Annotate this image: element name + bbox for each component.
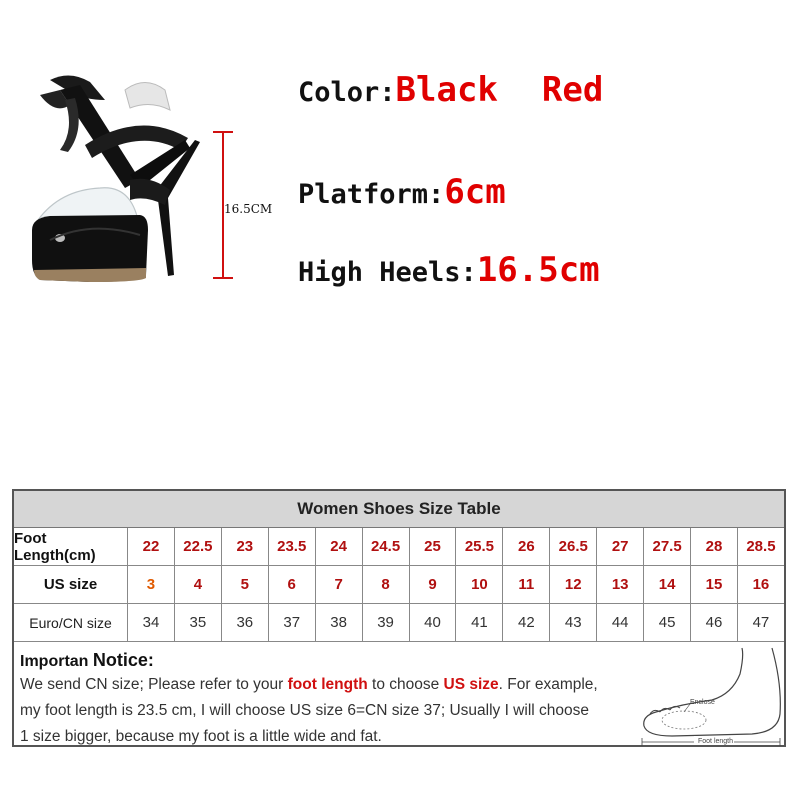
euro-cn-size-header: Euro/CN size: [14, 604, 128, 641]
platform-value: 6cm: [444, 172, 506, 212]
table-cell: 37: [269, 604, 316, 641]
table-cell: 28: [691, 528, 738, 565]
table-cell: 23.5: [269, 528, 316, 565]
table-cell: 24.5: [363, 528, 410, 565]
table-cell: 38: [316, 604, 363, 641]
table-cell: 26: [503, 528, 550, 565]
table-cell: 11: [503, 566, 550, 603]
table-cell: 43: [550, 604, 597, 641]
table-cell: 12: [550, 566, 597, 603]
table-cell: 26.5: [550, 528, 597, 565]
table-cell: 13: [597, 566, 644, 603]
notice-text: to choose: [367, 676, 444, 693]
table-cell: 46: [691, 604, 738, 641]
shoe-product-image: [30, 70, 205, 290]
notice-title: [20, 650, 154, 671]
color-value-red: Red: [541, 70, 604, 110]
table-cell: 4: [175, 566, 222, 603]
notice-text: . For example,: [498, 676, 598, 693]
table-cell: 45: [644, 604, 691, 641]
table-cell: 25.5: [456, 528, 503, 565]
us-size-header: US size: [14, 566, 128, 603]
notice-us-size: US size: [443, 676, 499, 693]
table-cell: 23: [222, 528, 269, 565]
table-cell: 22.5: [175, 528, 222, 565]
table-cell: 5: [222, 566, 269, 603]
table-cell: 7: [316, 566, 363, 603]
notice-title-b: Notice:: [92, 650, 154, 670]
diagram-foot-length-label: Foot length: [698, 738, 734, 745]
table-cell: 42: [503, 604, 550, 641]
notice-foot-length: foot length: [287, 676, 368, 693]
table-cell: 25: [410, 528, 457, 565]
heel-label: High Heels:: [298, 257, 477, 288]
color-spec: [298, 70, 603, 110]
foot-length-header: Foot Length(cm): [14, 528, 128, 565]
table-cell: 44: [597, 604, 644, 641]
table-cell: 16: [752, 576, 770, 593]
size-table: [12, 489, 786, 747]
table-cell: 27: [597, 528, 644, 565]
notice-line-3: 1 size bigger, because my foot is a little wide and fat.: [20, 728, 382, 745]
color-label: Color:: [298, 77, 396, 108]
table-cell: 10: [456, 566, 503, 603]
table-cell: 8: [363, 566, 410, 603]
notice-section: [14, 642, 784, 750]
table-cell: 14: [644, 566, 691, 603]
diagram-enclose-label: Enclose: [690, 699, 715, 706]
table-cell: 28.5: [746, 538, 776, 555]
table-cell: 35: [175, 604, 222, 641]
table-cell: 9: [410, 566, 457, 603]
platform-spec: [298, 172, 506, 212]
table-cell: 36: [222, 604, 269, 641]
platform-label: Platform:: [298, 179, 445, 210]
size-table-title: Women Shoes Size Table: [14, 491, 784, 528]
table-cell: 15: [691, 566, 738, 603]
table-cell: 47: [752, 614, 770, 631]
table-cell: 41: [456, 604, 503, 641]
table-cell: 24: [316, 528, 363, 565]
foot-diagram-icon: [632, 644, 782, 748]
notice-line-2: my foot length is 23.5 cm, I will choose US size 6=CN size 37; Usually I will choose: [20, 702, 589, 719]
us-size-row: [14, 566, 784, 604]
height-measure-label: 16.5CM: [224, 202, 273, 216]
heel-spec: [298, 250, 600, 290]
notice-line-1: [20, 676, 598, 694]
notice-text: We send CN size; Please refer to your: [20, 676, 288, 693]
notice-title-a: Importan: [20, 653, 89, 670]
color-value-black: Black: [395, 70, 498, 110]
table-cell: 39: [363, 604, 410, 641]
euro-cn-size-row: [14, 604, 784, 642]
table-cell: 6: [269, 566, 316, 603]
table-cell: 22: [128, 528, 175, 565]
table-cell: 40: [410, 604, 457, 641]
foot-length-row: [14, 528, 784, 566]
heel-value: 16.5cm: [476, 250, 600, 290]
table-cell: 27.5: [644, 528, 691, 565]
table-cell: 3: [128, 566, 175, 603]
table-cell: 34: [128, 604, 175, 641]
